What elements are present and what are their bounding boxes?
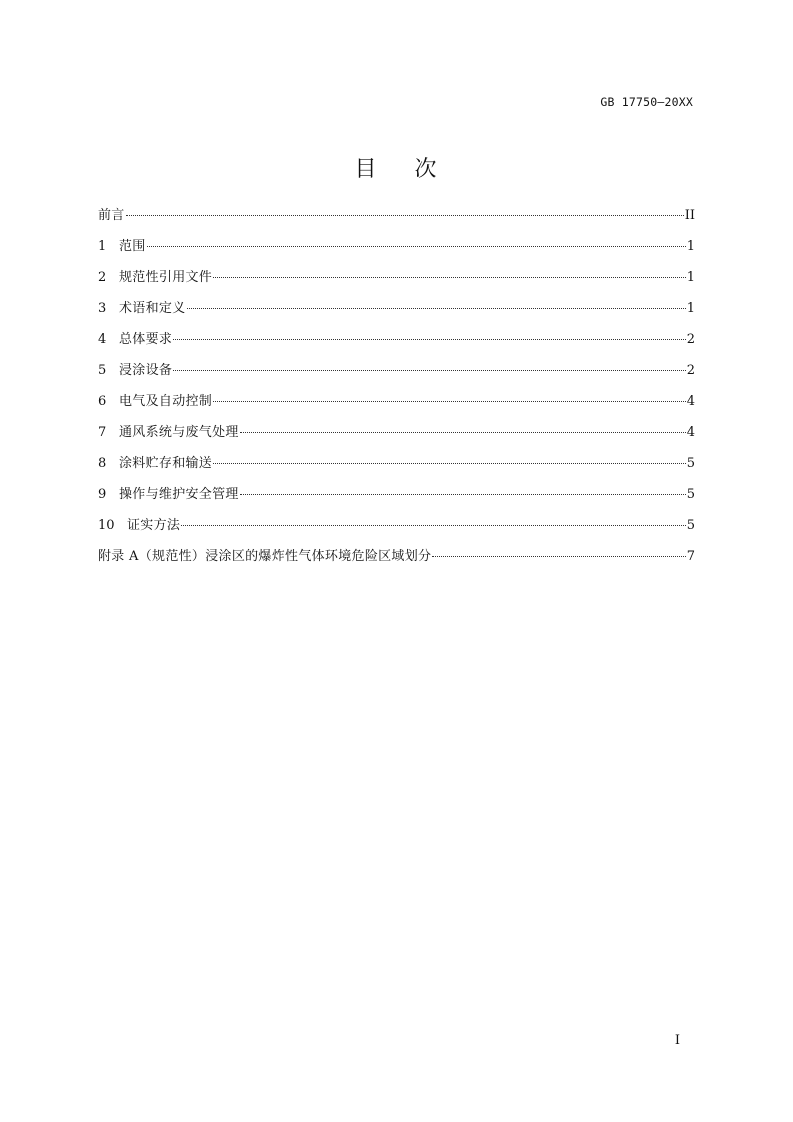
- toc-entry-foreword[interactable]: [98, 206, 695, 237]
- toc-entry-normative-references[interactable]: [98, 268, 695, 299]
- toc-entry-page: 2: [686, 363, 695, 378]
- toc-entry-terms-definitions[interactable]: [98, 299, 695, 330]
- toc-entry-verification-methods[interactable]: [98, 516, 695, 547]
- toc-dot-leader: [213, 463, 686, 464]
- toc-dot-leader: [213, 401, 686, 402]
- toc-entry-number: 10: [98, 518, 115, 533]
- toc-entry-number: 3: [98, 301, 107, 316]
- toc-dot-leader: [187, 308, 686, 309]
- toc-entry-label: 电气及自动控制: [119, 394, 213, 409]
- toc-entry-number: 5: [98, 363, 107, 378]
- toc-entry-page: 1: [686, 239, 695, 254]
- toc-entry-label: 浸涂设备: [119, 363, 173, 378]
- toc-entry-dip-coating-equipment[interactable]: [98, 361, 695, 392]
- toc-entry-number: 4: [98, 332, 107, 347]
- toc-entry-label: 总体要求: [119, 332, 173, 347]
- toc-entry-page: 7: [686, 549, 695, 564]
- toc-entry-label: 术语和定义: [119, 301, 186, 316]
- toc-entry-number: 6: [98, 394, 107, 409]
- toc-entry-page: 4: [686, 425, 695, 440]
- toc-dot-leader: [240, 432, 686, 433]
- toc-title: 目 次: [354, 157, 439, 182]
- toc-entry-label: 通风系统与废气处理: [119, 425, 239, 440]
- toc-entry-page: 5: [686, 456, 695, 471]
- toc-entry-coating-storage[interactable]: [98, 454, 695, 485]
- toc-dot-leader: [240, 494, 686, 495]
- toc-dot-leader: [173, 370, 686, 371]
- toc-entry-number: 8: [98, 456, 107, 471]
- toc-entry-operation-safety[interactable]: [98, 485, 695, 516]
- toc-entry-label: 附录 A（规范性）浸涂区的爆炸性气体环境危险区域划分: [98, 549, 432, 564]
- toc-entry-number: 1: [98, 239, 107, 254]
- toc-entry-label: 证实方法: [127, 518, 181, 533]
- standard-code: GB 17750—20XX: [600, 95, 693, 109]
- toc-entry-page: 1: [686, 270, 695, 285]
- toc-entry-page: II: [684, 208, 695, 223]
- toc-dot-leader: [173, 339, 686, 340]
- toc-dot-leader: [181, 525, 686, 526]
- toc-entry-label: 规范性引用文件: [119, 270, 213, 285]
- toc-entry-number: 9: [98, 487, 107, 502]
- toc-entry-general-requirements[interactable]: [98, 330, 695, 361]
- toc-dot-leader: [147, 246, 686, 247]
- toc-entry-number: 7: [98, 425, 107, 440]
- toc-entry-label: 前言: [98, 208, 125, 223]
- table-of-contents: [98, 206, 695, 578]
- toc-dot-leader: [213, 277, 686, 278]
- toc-entry-label: 涂料贮存和输送: [119, 456, 213, 471]
- toc-entry-scope[interactable]: [98, 237, 695, 268]
- toc-entry-number: 2: [98, 270, 107, 285]
- toc-entry-page: 2: [686, 332, 695, 347]
- toc-entry-electrical-control[interactable]: [98, 392, 695, 423]
- toc-entry-page: 5: [686, 518, 695, 533]
- toc-entry-ventilation[interactable]: [98, 423, 695, 454]
- toc-entry-page: 4: [686, 394, 695, 409]
- toc-dot-leader: [126, 215, 684, 216]
- toc-dot-leader: [432, 556, 685, 557]
- toc-entry-page: 1: [686, 301, 695, 316]
- toc-entry-annex-a[interactable]: [98, 547, 695, 578]
- toc-entry-page: 5: [686, 487, 695, 502]
- toc-entry-label: 范围: [119, 239, 146, 254]
- page-number: I: [674, 1033, 680, 1048]
- toc-entry-label: 操作与维护安全管理: [119, 487, 239, 502]
